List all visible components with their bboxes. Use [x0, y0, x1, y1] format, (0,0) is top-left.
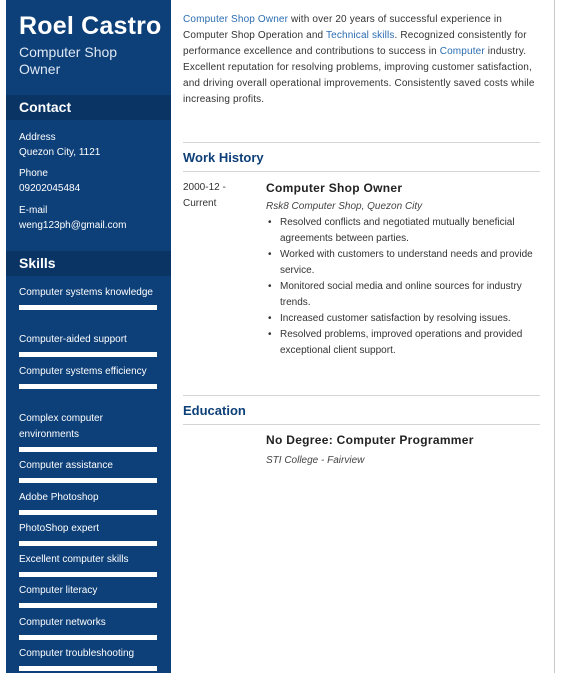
job-dates: 2000-12 - Current: [183, 182, 226, 209]
skill-item: [19, 332, 157, 357]
work-history-heading: Work History: [183, 142, 540, 172]
phone-value: 09202045484: [19, 183, 81, 194]
skill-label: PhotoShop expert: [19, 523, 100, 534]
skill-level-bar: [19, 541, 157, 546]
skill-item: [19, 458, 157, 483]
summary-link-industry[interactable]: Computer: [439, 46, 485, 57]
sidebar: [6, 0, 171, 673]
skill-level-bar: [19, 384, 157, 389]
contact-address: [19, 130, 100, 160]
skill-level-bar: [19, 478, 157, 483]
skill-item: [19, 490, 157, 515]
list-item: • Resolved problems, improved operations and provided exceptional client support.: [266, 327, 542, 359]
skill-label: Computer troubleshooting: [19, 648, 135, 659]
skill-item: [19, 583, 157, 608]
skill-item: [19, 285, 157, 310]
skill-item: [19, 364, 157, 389]
summary-text: with over 20 years of successful experience in Computer Shop Operation and: [183, 14, 502, 41]
skill-level-bar: [19, 666, 157, 671]
skill-label: Computer systems knowledge: [19, 287, 153, 298]
job-company: Rsk8 Computer Shop, Quezon City: [266, 201, 423, 212]
phone-label: Phone: [19, 168, 48, 179]
address-label: Address: [19, 132, 56, 143]
contact-phone: [19, 166, 80, 196]
skill-level-bar: [19, 305, 157, 310]
education-school: STI College - Fairview: [266, 455, 365, 466]
list-item: • Resolved conflicts and negotiated mutually beneficial agreements between parties.: [266, 215, 542, 247]
skill-level-bar: [19, 635, 157, 640]
list-item: • Monitored social media and online sources for industry trends.: [266, 279, 542, 311]
contact-heading: Contact: [6, 95, 171, 120]
skill-level-bar: [19, 447, 157, 452]
candidate-name: Roel Castro: [19, 12, 162, 40]
skill-label: Computer networks: [19, 617, 106, 628]
list-item: • Increased customer satisfaction by resolving issues.: [266, 311, 542, 327]
email-value: weng123ph@gmail.com: [19, 220, 127, 231]
candidate-title: Computer Shop Owner: [19, 44, 118, 77]
education-degree: No Degree: Computer Programmer: [266, 433, 474, 447]
professional-summary: [183, 12, 540, 108]
address-value: Quezon City, 1121: [19, 147, 101, 158]
skill-label: Computer systems efficiency: [19, 366, 147, 377]
skill-item: [19, 615, 157, 640]
email-label: E-mail: [19, 205, 48, 216]
skill-label: Complex computer environments: [19, 413, 103, 440]
education-heading: Education: [183, 395, 540, 425]
contact-email: [19, 203, 126, 233]
skills-heading: Skills: [6, 251, 171, 276]
job-title: Computer Shop Owner: [266, 181, 403, 195]
skill-level-bar: [19, 352, 157, 357]
summary-link-skills[interactable]: Technical skills: [326, 30, 395, 41]
skill-level-bar: [19, 572, 157, 577]
skill-label: Adobe Photoshop: [19, 492, 99, 503]
job-responsibilities: [266, 215, 542, 359]
skill-label: Computer-aided support: [19, 334, 127, 345]
summary-link-role[interactable]: Computer Shop Owner: [183, 14, 289, 25]
skill-item: [19, 646, 157, 671]
skill-label: Computer literacy: [19, 585, 98, 596]
list-item: • Worked with customers to understand needs and provide service.: [266, 247, 542, 279]
skill-label: Computer assistance: [19, 460, 113, 471]
skill-level-bar: [19, 510, 157, 515]
skill-item: [19, 552, 157, 577]
skill-level-bar: [19, 603, 157, 608]
skill-item: [19, 411, 157, 452]
skill-item: [19, 521, 157, 546]
skill-label: Excellent computer skills: [19, 554, 129, 565]
summary-text: industry. Excellent reputation for resolving problems, improving customer satisfaction, and driving overall operational improvements. Consistently saved costs while increasing profits.: [183, 46, 535, 105]
summary-text: . Recognized consistently for performance excellence and contributions to success in: [183, 30, 527, 57]
